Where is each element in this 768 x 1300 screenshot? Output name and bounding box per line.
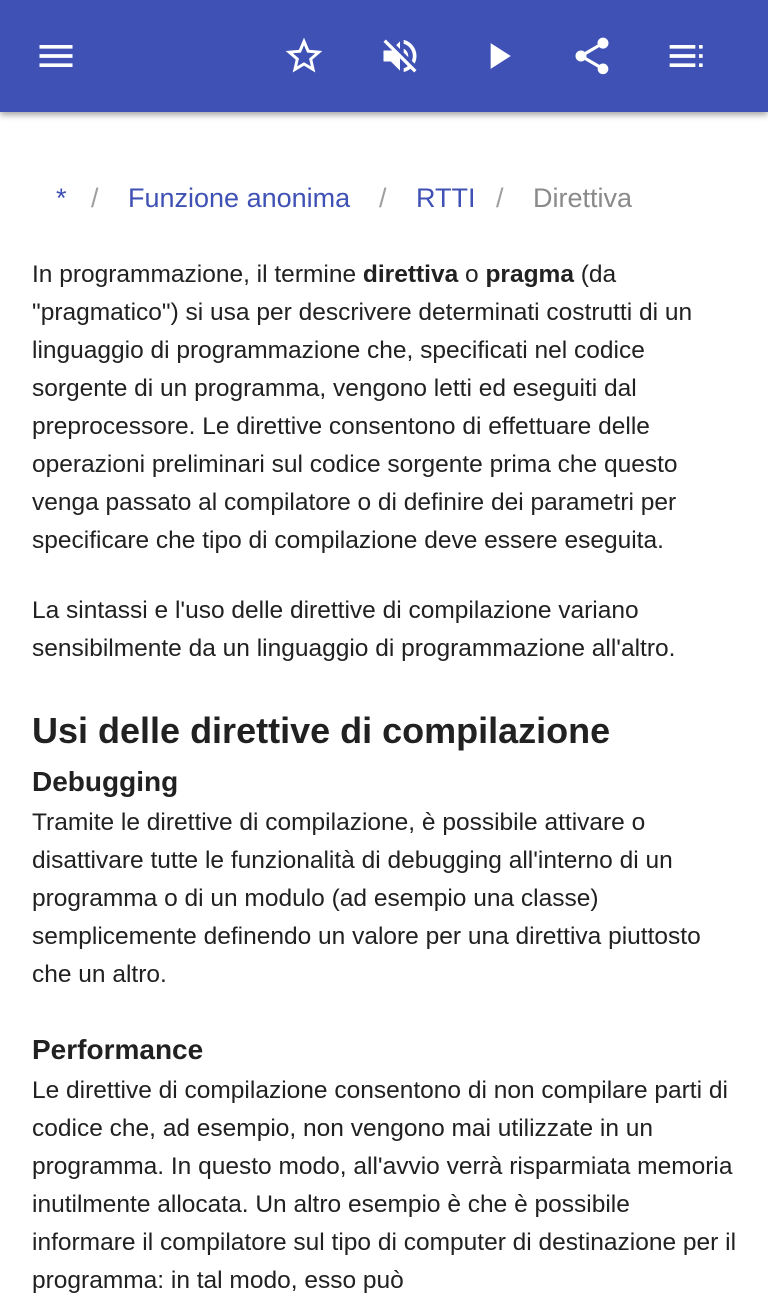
breadcrumb-item-rtti[interactable]: RTTI bbox=[416, 183, 476, 213]
intro-text-2: o bbox=[458, 261, 486, 288]
performance-paragraph: Le direttive di compilazione consentono di non compilare parti di codice che, ad esempio, non vengono mai utilizzate in un programma. In questo modo, all'avvio verrà risparmiata memoria inutilmente allocata. Un altro esempio è che è possibile informare il compilatore sul tipo di computer di destinazione per il programma: in tal modo, esso può bbox=[32, 1077, 737, 1294]
intro-text-1: In programmazione, il termine bbox=[32, 261, 363, 288]
performance-heading: Performance bbox=[32, 1034, 204, 1065]
article-content bbox=[32, 256, 738, 1300]
play-icon bbox=[476, 34, 520, 78]
breadcrumb-current: Direttiva bbox=[533, 183, 633, 213]
breadcrumb-separator: / bbox=[379, 183, 387, 213]
volume-off-icon bbox=[378, 34, 422, 78]
intro-paragraph bbox=[32, 256, 738, 560]
app-bar bbox=[0, 0, 768, 112]
syntax-paragraph: La sintassi e l'uso delle direttive di compilazione variano sensibilmente da un linguaggio di programmazione all'altro. bbox=[32, 597, 676, 662]
debugging-heading: Debugging bbox=[32, 766, 179, 797]
playlist-icon bbox=[666, 34, 710, 78]
breadcrumb-item-home[interactable]: * bbox=[56, 183, 67, 213]
debugging-paragraph: Tramite le direttive di compilazione, è possibile attivare o disattivare tutte le funzionalità di debugging all'interno di un programma o di un modulo (ad esempio una classe) semplicemente definendo un valore per una direttiva piuttosto che un altro. bbox=[32, 809, 701, 988]
breadcrumb-separator: / bbox=[496, 183, 504, 213]
mute-button[interactable] bbox=[372, 28, 428, 84]
contents-button[interactable] bbox=[660, 28, 716, 84]
breadcrumb-item-funzione-anonima[interactable]: Funzione anonima bbox=[128, 183, 351, 213]
breadcrumb bbox=[0, 178, 768, 218]
share-button[interactable] bbox=[564, 28, 620, 84]
star-outline-icon bbox=[282, 34, 326, 78]
favorite-button[interactable] bbox=[276, 28, 332, 84]
play-button[interactable] bbox=[470, 28, 526, 84]
breadcrumb-separator: / bbox=[91, 183, 99, 213]
term-direttiva: direttiva bbox=[362, 261, 459, 288]
term-pragma: pragma bbox=[485, 261, 574, 288]
menu-icon bbox=[34, 34, 78, 78]
menu-button[interactable] bbox=[28, 28, 84, 84]
section-title: Usi delle direttive di compilazione bbox=[32, 710, 611, 751]
share-icon bbox=[570, 34, 614, 78]
intro-text-3: (da "pragmatico") si usa per descrivere determinati costrutti di un linguaggio di programmazione che, specificati nel codice sorgente di un programma, vengono letti ed eseguiti dal preprocessore. Le direttive consentono di effettuare delle operazioni preliminari sul codice sorgente prima che questo venga passato al compilatore o di definire dei parametri per specificare che tipo di compilazione deve essere eseguita. bbox=[32, 261, 693, 554]
